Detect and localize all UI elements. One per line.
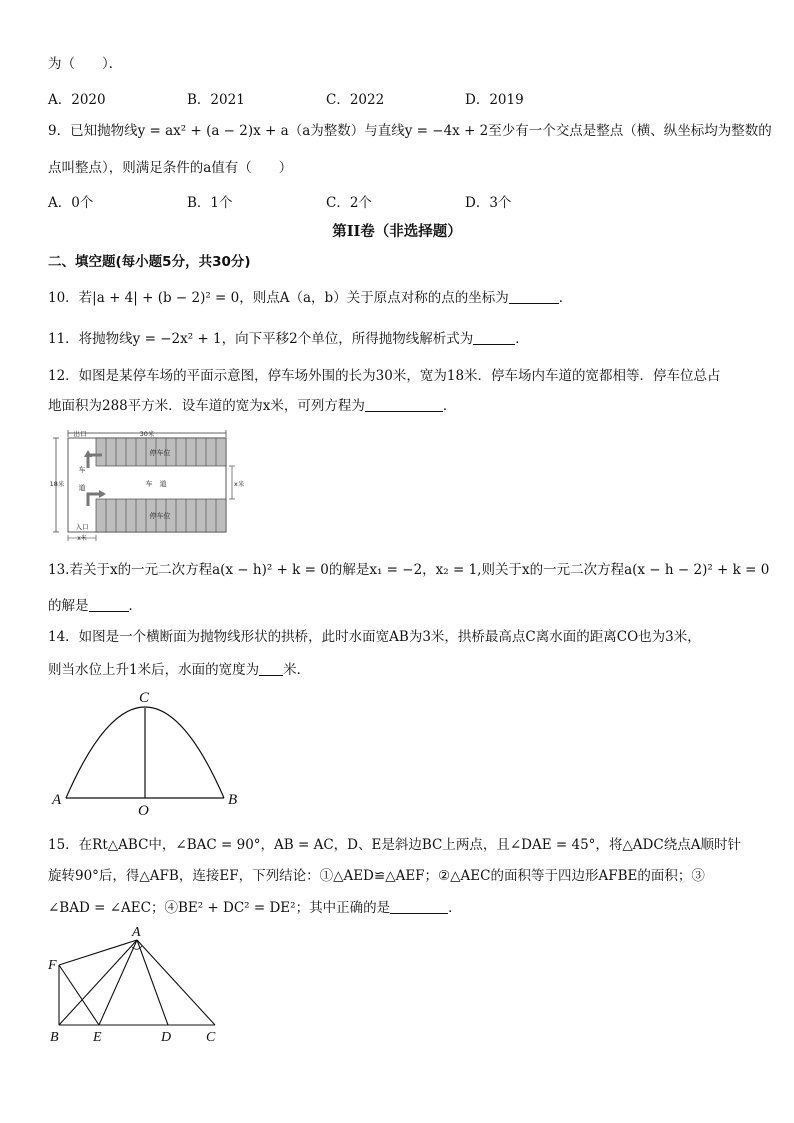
q8-option-a: A．2020 [48,92,106,108]
label-O: O [138,803,149,816]
q9-option-a: A．0个 [48,195,94,211]
label-E: E [93,1030,102,1045]
label-C: C [139,690,150,706]
q13-answer-blank [89,599,129,612]
q13-stem: 的解是 [48,598,89,614]
left-dimension-label: 18米 [49,480,65,488]
q11-stem: 11．将抛物线y = −2x² + 1，向下平移2个单位，所得抛物线解析式为 [48,331,474,347]
top-parking-label: 停车位 [149,449,171,457]
q9-line2: 点叫整点），则满足条件的a值有（ ） [48,160,293,176]
q15-end: ． [448,900,462,916]
right-x-label: x米 [234,480,244,488]
triangle-figure [44,922,234,1046]
q9-options [48,191,604,211]
q11-answer-blank [473,332,515,345]
q11-text [48,330,529,348]
q13-line2 [48,597,142,615]
q10-text [48,289,572,307]
top-dimension-label: 30米 [139,430,155,438]
q8-tail: 为（ ）． [48,56,123,72]
q14-line1: 14．如图是一个横断面为抛物线形状的拱桥，此时水面宽AB为3米，拱桥最高点C离水面的距离CO也为3米， [48,629,701,645]
q12-stem: 地面积为288平方米．设车道的宽为x米，可列方程为 [48,398,365,414]
q9-option-b: B．1个 [187,195,233,211]
q14-line2 [48,661,310,679]
q9-line1: 9．已知抛物线y = ax² + (a − 2)x + a（a为整数）与直线y = −4x + 2至少有一个交点是整点（横、纵坐标均为整数的 [48,123,772,139]
q11-end: ． [515,331,529,347]
entrance-label: 入口 [75,523,89,531]
q8-options [48,88,604,108]
segment-FE [59,965,99,1025]
q12-line2 [48,397,456,415]
segment-AD [137,940,168,1025]
exit-label: 出口 [73,430,87,438]
q13-end: ． [128,598,142,614]
q8-option-b: B．2021 [187,92,245,108]
q12-end: ． [442,398,457,414]
label-D: D [161,1030,172,1045]
q12-answer-blank [365,399,443,412]
road-label: 车 道 [145,480,167,488]
label-A: A [132,925,141,940]
label-B: B [50,1030,59,1045]
q14-end: 米． [283,662,311,678]
lane-label-1: 车 [78,466,86,474]
label-A: A [52,792,62,808]
q15-answer-blank [390,901,448,914]
bottom-x-label: x米 [77,535,87,542]
label-B: B [228,792,238,808]
q15-line3 [48,899,462,917]
q9-option-c: C．2个 [326,195,372,211]
q14-stem: 则当水位上升1米后，水面的宽度为 [48,662,260,678]
side-AC [137,940,215,1025]
q14-answer-blank [259,663,283,676]
q8-option-d: D．2019 [465,92,524,108]
q10-end: ． [558,290,573,306]
q8-option-c: C．2022 [326,92,385,108]
part2-header: 二、填空题(每小题5分，共30分) [48,254,251,270]
section-title: 第II卷（非选择题） [332,223,462,240]
segment-AE [99,940,137,1025]
lane-label-2: 道 [78,484,86,492]
parking-lot-figure [44,428,244,544]
q10-stem: 10．若|a + 4| + (b − 2)² = 0，则点A（a，b）关于原点对称的点的坐标为 [48,290,509,306]
bottom-parking-label: 停车位 [149,512,171,520]
arch-bridge-figure [44,686,254,816]
label-C: C [206,1030,216,1045]
q9-option-d: D．3个 [465,195,512,211]
q13-line1: 13.若关于x的一元二次方程a(x − h)² + k = 0的解是x₁ = −2，x₂ = 1,则关于x的一元二次方程a(x − h − 2)² + k = 0 [48,562,770,578]
q12-line1: 12．如图是某停车场的平面示意图，停车场外围的长为30米，宽为18米．停车场内车道的宽都相等．停车位总占 [48,368,721,384]
label-F: F [48,958,57,973]
q10-answer-blank [509,291,559,304]
q15-line1: 15．在Rt△ABC中，∠BAC = 90°，AB = AC，D、E是斜边BC上两点，且∠DAE = 45°，将△ADC绕点A顺时针 [48,837,741,853]
q15-stem: ∠BAD = ∠AEC；④BE² + DC² = DE²；其中正确的是 [48,900,391,916]
q15-line2: 旋转90°后，得△AFB，连接EF，下列结论：①△AED≌△AEF；②△AEC的面积等于四边形AFBE的面积；③ [48,868,705,884]
